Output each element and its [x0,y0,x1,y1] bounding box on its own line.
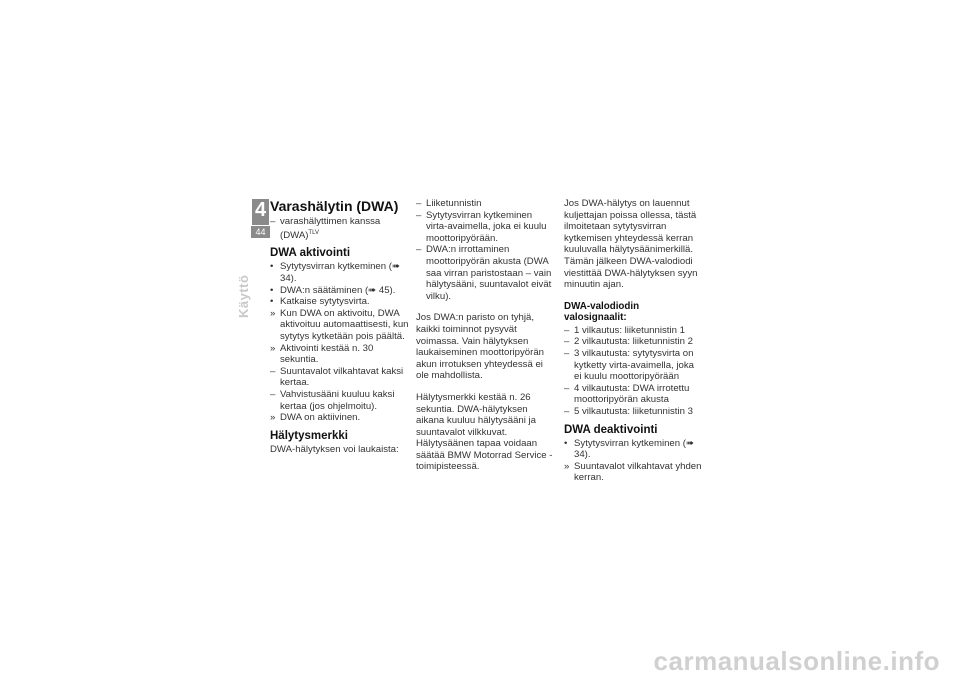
activation-list [270,261,410,423]
list-item: • DWA:n säätäminen (➠ 45). [270,284,396,296]
section-heading-activation: DWA aktivointi [270,247,351,260]
list-item: – Suuntavalot vilkahtavat kaksi kertaa. [270,365,404,389]
alarm-text: DWA-hälytyksen voi laukaista: [270,443,399,455]
watermark: carmanualsonline.info [653,646,940,676]
list-item: – 1 vilkautus: liiketunnistin 1 [564,324,685,336]
page-title: Varashälytin (DWA) [270,198,399,214]
column-3 [564,198,704,484]
page-number: 44 [251,226,270,238]
list-item: » Kun DWA on aktivoitu, DWA aktivoituu automaattisesti, kun sytytys kytketään pois päältä. [270,307,409,342]
list-item: – 4 vilkautusta: DWA irrotettu moottoripyörän akusta [564,382,690,406]
list-item: » DWA on aktiivinen. [270,412,361,424]
list-item: – 5 vilkautusta: liiketunnistin 3 [564,405,693,417]
list-item: » Suuntavalot vilkahtavat yhden kerran. [564,460,702,484]
trigger-list [416,198,556,302]
duration-paragraph: Hälytysmerkki kestää n. 26 sekuntia. DWA-hälytyksen aikana kuuluu hälytysääni ja suuntavalot vilkkuvat. Hälytysäänen tapaa voidaan säätää BMW Motorrad Service -toimipisteessä. [416,391,553,473]
list-item: – Vahvistusääni kuuluu kaksi kertaa (jos ohjelmoitu). [270,388,395,412]
chapter-label: Käyttö [236,274,251,318]
column-1 [270,198,410,465]
list-item: • Sytytysvirran kytkeminen (➠ 34). [270,261,400,284]
list-item: • Sytytysvirran kytkeminen (➠ 34). [564,437,694,461]
list-item: – 3 vilkautusta: sytytysvirta on kytketty virta-avaimella, joka ei kuulu moottoripyörään [564,347,694,383]
list-item: – Sytytysvirran kytkeminen virta-avaimella, joka ei kuulu moottoripyörään. [416,209,547,244]
triggered-paragraph: Jos DWA-hälytys on lauennut kuljettajan poissa ollessa, tästä ilmoitetaan sytytysvirran kytkemisen yhteydessä kerran kuuluvalla hälytysäänimerkillä. Tämän jälkeen DWA-valodiodi viestittää DWA-hälytyksen syyn minuutin ajan. [564,198,698,291]
list-item: » Aktivointi kestää n. 30 sekuntia. [270,342,374,366]
list-item: – 2 vilkautusta: liiketunnistin 2 [564,336,693,348]
list-item: – Liiketunnistin [416,198,482,209]
list-item: – varashälyttimen kanssa (DWA)$^{TLV}$ [270,216,381,241]
led-list [564,325,704,418]
chapter-number: 4 [254,199,267,221]
battery-paragraph: Jos DWA:n paristo on tyhjä, kaikki toiminnot pysyvät voimassa. Vain hälytyksen laukaiseminen moottoripyörän akun irrotuksen yhteydessä ei ole mahdollista. [416,312,544,382]
section-heading-alarm: Hälytysmerkki [270,429,348,442]
section-heading-led: DWA-valodiodin valosignaalit: [564,300,640,323]
deactivation-list [564,438,704,484]
section-heading-deactivation: DWA deaktivointi [564,423,658,436]
list-item: • Katkaise sytytysvirta. [270,296,370,308]
list-item: – DWA:n irrottaminen moottoripyörän akusta (DWA saa virran paristostaan – vain hälytysääni, suuntavalot eivät vilku). [416,244,552,302]
column-2 [416,198,556,483]
